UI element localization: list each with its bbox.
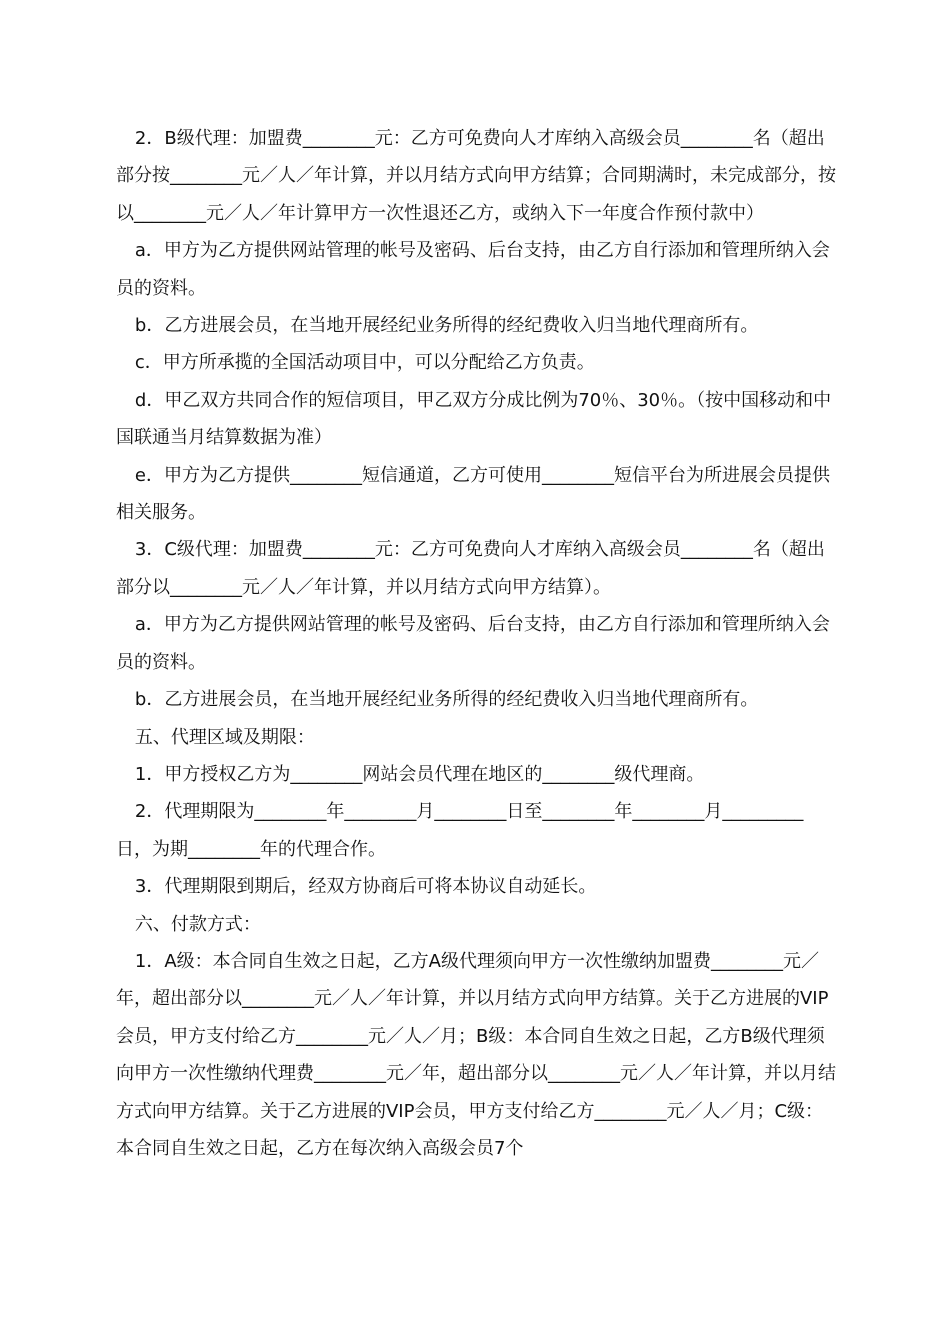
paragraph-c-item-b: b．乙方进展会员，在当地开展经纪业务所得的经纪费收入归当地代理商所有。 (134, 689, 759, 711)
section-heading-5: 五、代理区域及期限： (134, 726, 315, 748)
paragraph-s6-item-1: 1．A级：本合同自生效之日起，乙方A级代理须向甲方一次性缴纳加盟费________元／年，超出部分以________元／人／年计算，并以月结方式向甲方结算。关于乙方进展的VIP会员，甲方支付给乙方________元／人／月；B级：本合同自生效之日起，乙方B级代理须向甲方一次性缴纳代理费________元／年，超出部分以________元／人／年计算，并以月结方式向甲方结算。关于乙方进展的VIP会员，甲方支付给乙方________元／人／月；C级：本合同自生效之日起，乙方在每次纳入高级会员7个 (116, 950, 836, 1159)
paragraph-b-item-b: b．乙方进展会员，在当地开展经纪业务所得的经纪费收入归当地代理商所有。 (134, 315, 759, 337)
paragraph-s5-item-2: 2．代理期限为________年________月________日至________年________月_________日，为期________年的代理合作。 (116, 801, 804, 860)
paragraph-s5-item-3: 3．代理期限到期后，经双方协商后可将本协议自动延长。 (134, 876, 597, 898)
paragraph-c-level-agent: 3．C级代理：加盟费________元：乙方可免费向人才库纳入高级会员________名（超出部分以________元／人／年计算，并以月结方式向甲方结算）。 (116, 539, 825, 598)
paragraph-b-item-d: d．甲乙双方共同合作的短信项目，甲乙双方分成比例为70％、30％。（按中国移动和中国联通当月结算数据为准） (116, 389, 832, 449)
paragraph-c-item-a: a．甲方为乙方提供网站管理的帐号及密码、后台支持，由乙方自行添加和管理所纳入会员的资料。 (116, 614, 830, 673)
paragraph-b-level-agent: 2．B级代理：加盟费________元：乙方可免费向人才库纳入高级会员________名（超出部分按________元／人／年计算，并以月结方式向甲方结算；合同期满时，未完成部分，按以________元／人／年计算甲方一次性退还乙方，或纳入下一年度合作预付款中） (116, 128, 836, 224)
paragraph-b-item-c: c．甲方所承揽的全国活动项目中，可以分配给乙方负责。 (134, 352, 595, 374)
paragraph-s5-item-1: 1．甲方授权乙方为________网站会员代理在地区的________级代理商。 (134, 763, 705, 785)
section-heading-6: 六、付款方式： (134, 913, 261, 935)
document-body (116, 120, 836, 1167)
paragraph-b-item-e: e．甲方为乙方提供________短信通道，乙方可使用________短信平台为所进展会员提供相关服务。 (116, 464, 830, 524)
paragraph-b-item-a: a．甲方为乙方提供网站管理的帐号及密码、后台支持，由乙方自行添加和管理所纳入会员的资料。 (116, 240, 830, 299)
